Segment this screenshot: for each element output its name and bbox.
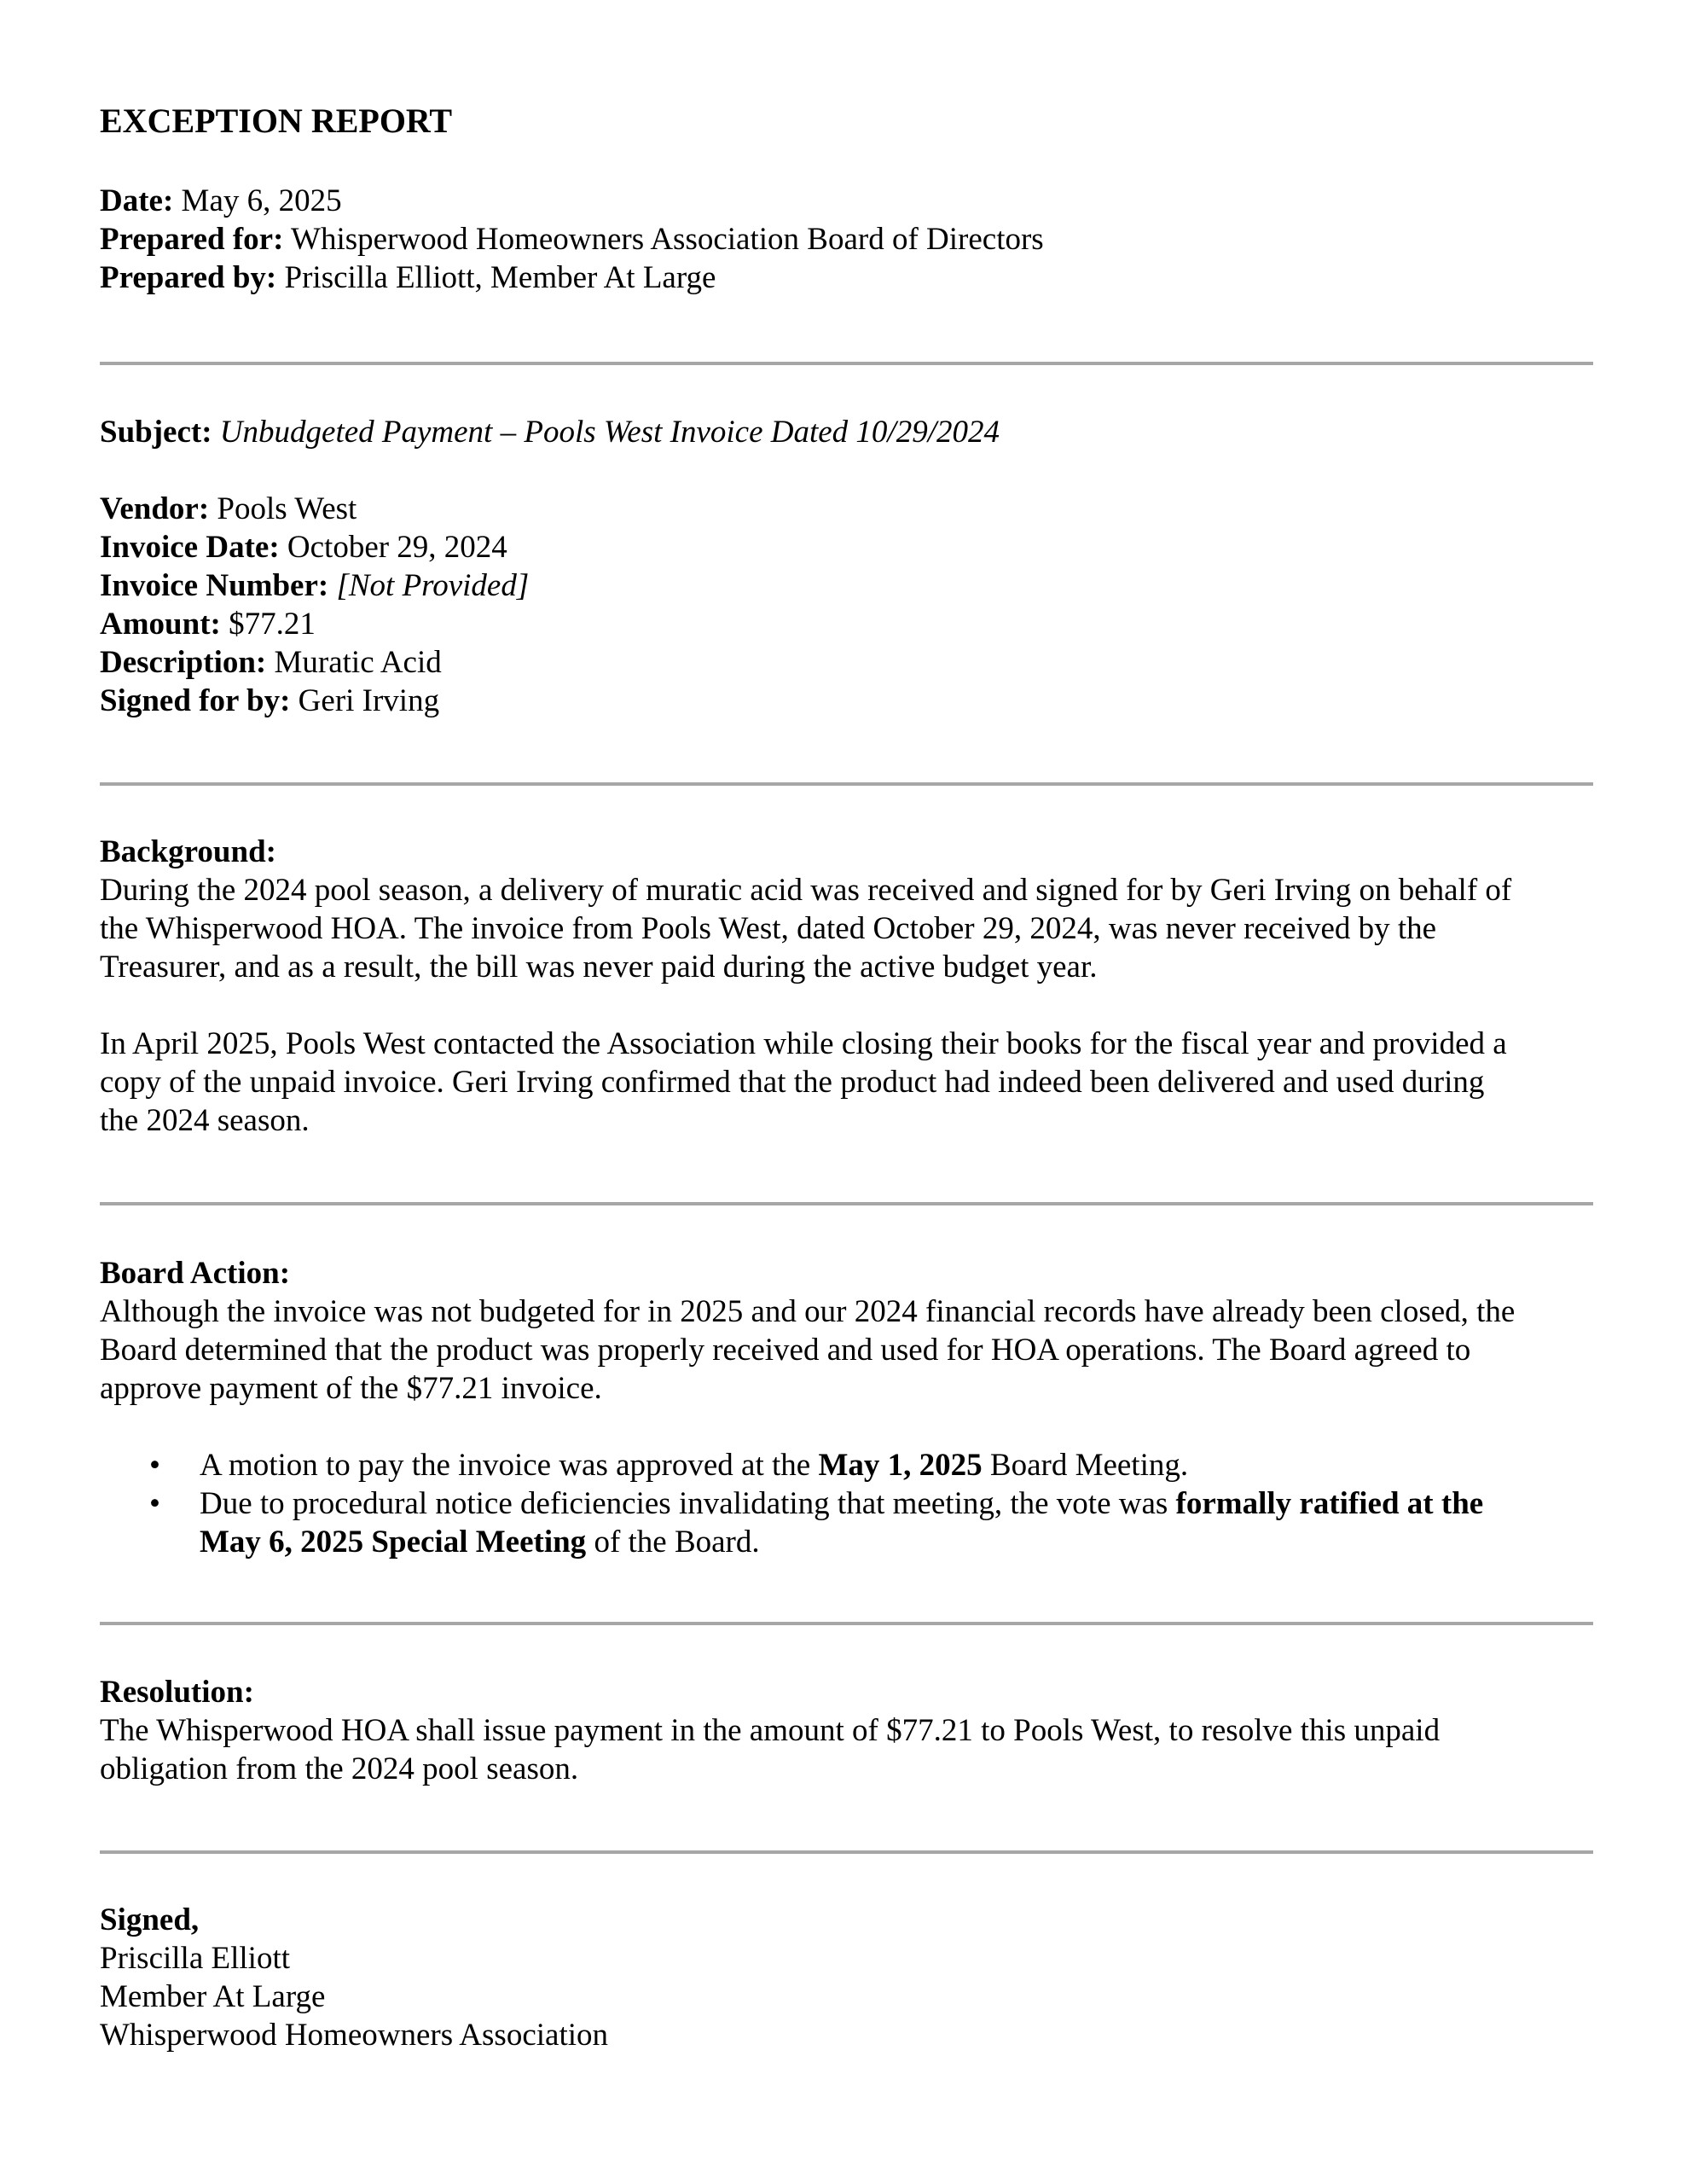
- resolution-heading: Resolution:: [100, 1675, 254, 1710]
- amount-line: [100, 605, 1592, 643]
- prepared-for-label: Prepared for:: [100, 222, 284, 257]
- signed-for-line: [100, 682, 1592, 720]
- paragraph-line: Treasurer, and as a result, the bill was never paid during the active budget year.: [100, 950, 1098, 985]
- signer-organization: Whisperwood Homeowners Association: [100, 2018, 609, 2053]
- bullet-text: [200, 1446, 1649, 1484]
- subject-value: Unbudgeted Payment – Pools West Invoice Dated 10/29/2024: [219, 415, 1000, 450]
- bullet-text: [200, 1484, 1649, 1523]
- paragraph-line: copy of the unpaid invoice. Geri Irving confirmed that the product had indeed been delivered and used during: [100, 1065, 1485, 1100]
- paragraph-line: During the 2024 pool season, a delivery of muratic acid was received and signed for by Geri Irving on behalf of: [100, 873, 1512, 908]
- invoice-number-line: [100, 566, 1592, 605]
- paragraph-line: approve payment of the $77.21 invoice.: [100, 1371, 602, 1406]
- prepared-by-label: Prepared by:: [100, 260, 277, 295]
- date-label: Date:: [100, 183, 174, 218]
- invoice-date-line: [100, 528, 1592, 566]
- date-value: May 6, 2025: [181, 183, 342, 218]
- paragraph-line: In April 2025, Pools West contacted the Association while closing their books for the fiscal year and provided a: [100, 1026, 1507, 1061]
- bullet-icon: •: [149, 1486, 160, 1521]
- bullet1-text-after: Board Meeting.: [982, 1448, 1189, 1483]
- bullet-text: [200, 1523, 1649, 1561]
- prepared-by-value: Priscilla Elliott, Member At Large: [284, 260, 716, 295]
- paragraph-line: The Whisperwood HOA shall issue payment in the amount of $77.21 to Pools West, to resolve this unpaid: [100, 1713, 1441, 1748]
- background-heading: Background:: [100, 834, 276, 869]
- list-item: [100, 1484, 1649, 1561]
- bullet-icon: •: [149, 1448, 160, 1483]
- list-item: [100, 1446, 1649, 1484]
- amount-label: Amount:: [100, 607, 221, 642]
- signed-for-label: Signed for by:: [100, 683, 291, 718]
- section-divider: [100, 1202, 1593, 1205]
- background-paragraph-1: [100, 871, 1592, 986]
- invoice-number-label: Invoice Number:: [100, 568, 329, 603]
- paragraph-line: Although the invoice was not budgeted for in 2025 and our 2024 financial records have already been closed, the: [100, 1294, 1516, 1329]
- vendor-label: Vendor:: [100, 491, 210, 526]
- subject-label: Subject:: [100, 415, 212, 450]
- section-divider: [100, 362, 1593, 365]
- bullet2-text-before: Due to procedural notice deficiencies invalidating that meeting, the vote was: [200, 1486, 1176, 1521]
- background-paragraph-2: [100, 1025, 1592, 1140]
- paragraph-line: Board determined that the product was properly received and used for HOA operations. The Board agreed to: [100, 1333, 1471, 1368]
- description-line: [100, 643, 1592, 682]
- bullet2-bold-1: formally ratified at the: [1175, 1486, 1484, 1521]
- section-divider: [100, 1850, 1593, 1854]
- paragraph-line: the 2024 season.: [100, 1103, 310, 1138]
- vendor-value: Pools West: [217, 491, 357, 526]
- subject-section: [100, 413, 1592, 451]
- report-header: [100, 182, 1592, 297]
- prepared-by-line: [100, 258, 1592, 297]
- signed-for-value: Geri Irving: [298, 683, 440, 718]
- resolution-section: [100, 1673, 1592, 1788]
- bullet2-bold-2: May 6, 2025 Special Meeting: [200, 1525, 587, 1560]
- paragraph-line: the Whisperwood HOA. The invoice from Pools West, dated October 29, 2024, was never received by the: [100, 911, 1437, 946]
- section-divider: [100, 782, 1593, 786]
- board-action-section: [100, 1254, 1592, 1561]
- background-section: [100, 833, 1592, 1140]
- date-line: [100, 182, 1592, 220]
- invoice-date-value: October 29, 2024: [287, 530, 507, 565]
- paragraph-line: obligation from the 2024 pool season.: [100, 1751, 579, 1786]
- vendor-line: [100, 490, 1592, 528]
- subject-line: [100, 413, 1592, 451]
- signer-name: Priscilla Elliott: [100, 1941, 291, 1976]
- invoice-details: [100, 490, 1592, 720]
- bullet2-text-after: of the Board.: [586, 1525, 760, 1560]
- board-action-paragraph: [100, 1292, 1592, 1408]
- bullet1-text-before: A motion to pay the invoice was approved at the: [200, 1448, 819, 1483]
- signer-role: Member At Large: [100, 1979, 326, 2014]
- prepared-for-value: Whisperwood Homeowners Association Board of Directors: [291, 222, 1044, 257]
- section-divider: [100, 1622, 1593, 1625]
- description-label: Description:: [100, 645, 267, 680]
- board-action-list: [100, 1446, 1592, 1561]
- signature-heading: Signed,: [100, 1902, 200, 1937]
- board-action-heading: Board Action:: [100, 1256, 291, 1291]
- invoice-number-value: [Not Provided]: [336, 568, 530, 603]
- bullet1-date: May 1, 2025: [818, 1448, 983, 1483]
- signature-block: [100, 1901, 1592, 2054]
- prepared-for-line: [100, 220, 1592, 258]
- report-title: EXCEPTION REPORT: [100, 102, 453, 140]
- invoice-date-label: Invoice Date:: [100, 530, 280, 565]
- amount-value: $77.21: [229, 607, 316, 642]
- description-value: Muratic Acid: [274, 645, 442, 680]
